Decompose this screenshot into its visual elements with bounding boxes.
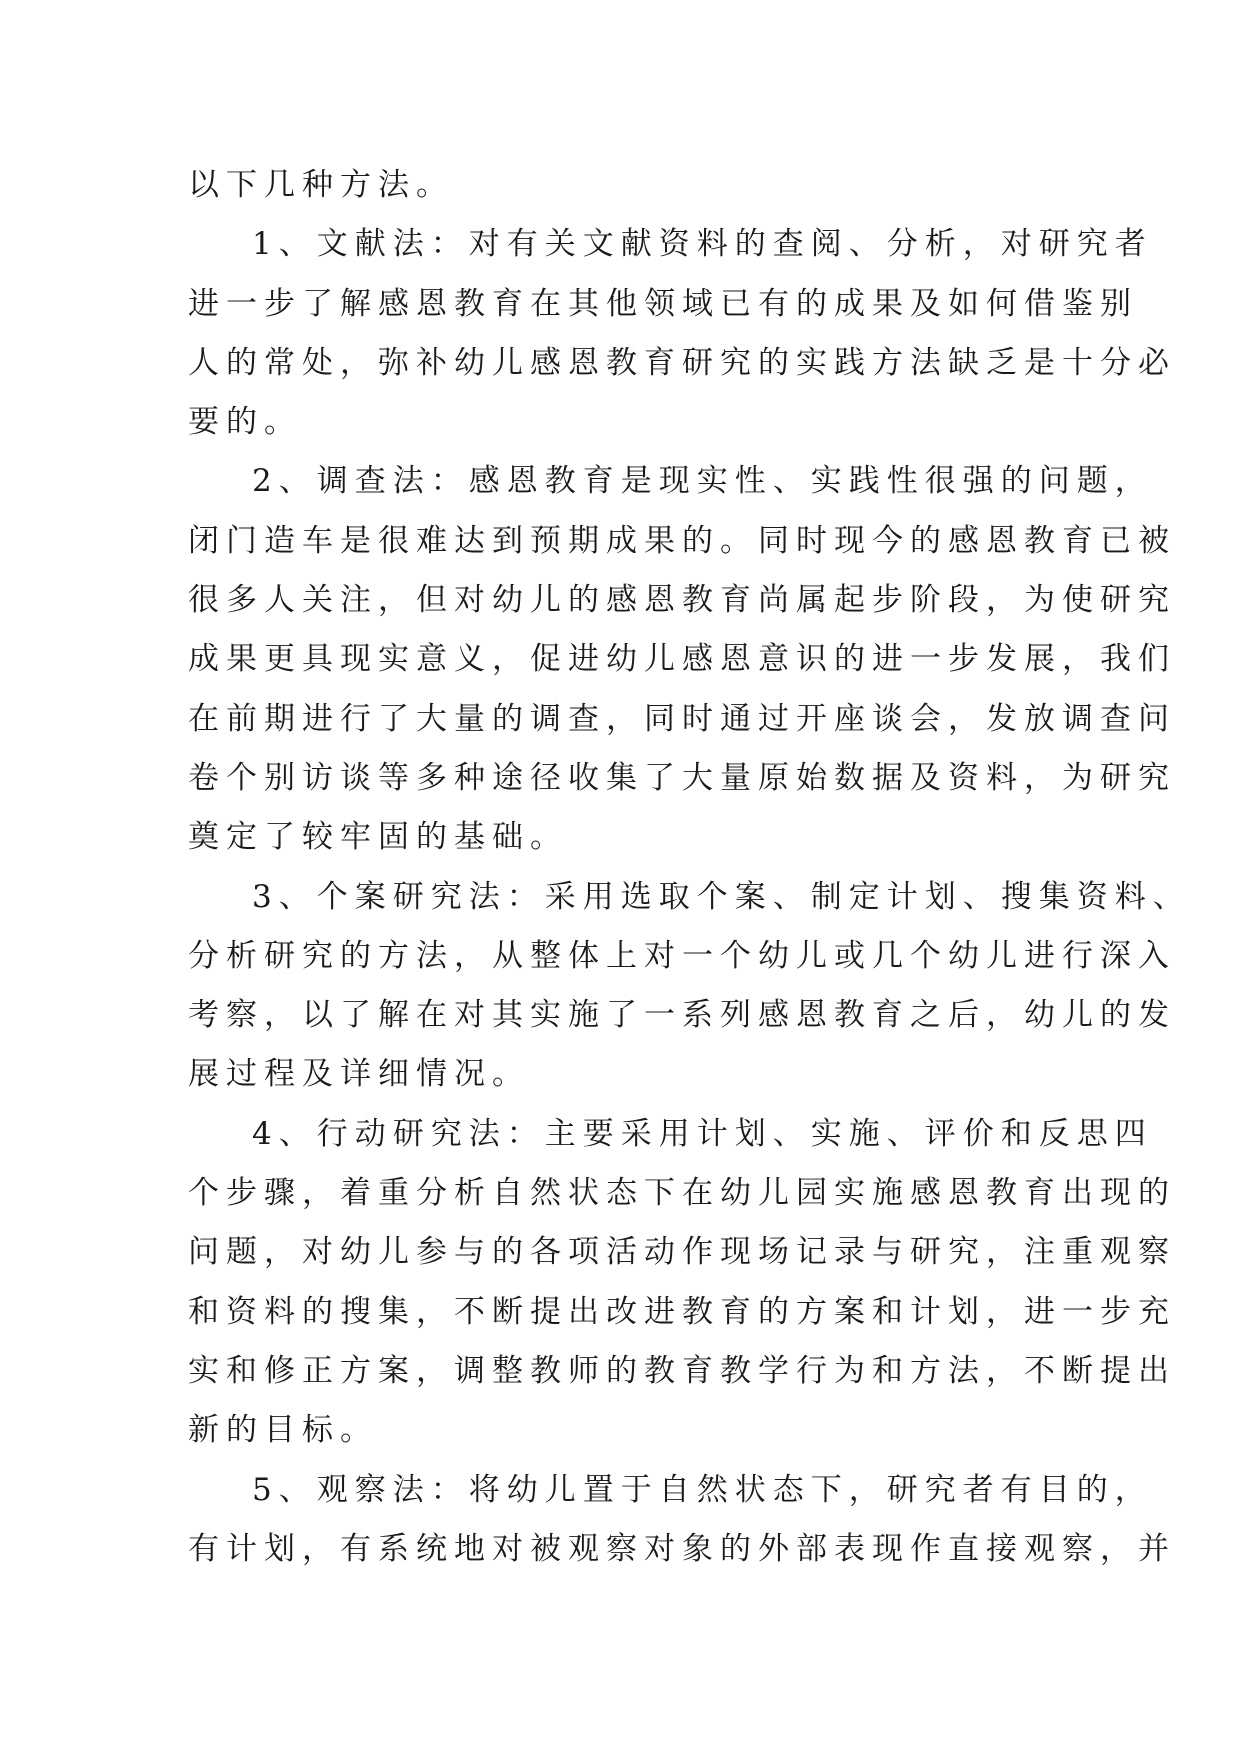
text-line: 人的常处，弥补幼儿感恩教育研究的实践方法缺乏是十分必 xyxy=(188,344,1176,381)
text-line: 奠定了较牢固的基础。 xyxy=(188,819,568,856)
text-line: 以下几种方法。 xyxy=(188,167,454,203)
text-line: 进一步了解感恩教育在其他领域已有的成果及如何借鉴别 xyxy=(188,285,1138,322)
paragraph-start-line: 5、观察法：将幼儿置于自然状态下，研究者有目的， xyxy=(252,1471,1153,1508)
text-line: 和资料的搜集，不断提出改进教育的方案和计划，进一步充 xyxy=(188,1293,1176,1330)
text-line: 卷个别访谈等多种途径收集了大量原始数据及资料，为研究 xyxy=(188,759,1176,796)
paragraph-start-line: 2、调查法：感恩教育是现实性、实践性很强的问题， xyxy=(252,463,1153,500)
paragraph-start-line: 3、个案研究法：采用选取个案、制定计划、搜集资料、 xyxy=(252,878,1191,915)
text-line: 个步骤，着重分析自然状态下在幼儿园实施感恩教育出现的 xyxy=(188,1175,1176,1212)
paragraph-start-line: 4、行动研究法：主要采用计划、实施、评价和反思四 xyxy=(252,1115,1153,1152)
text-line: 新的目标。 xyxy=(188,1412,378,1449)
text-line: 要的。 xyxy=(188,404,302,441)
text-line: 成果更具现实意义，促进幼儿感恩意识的进一步发展，我们 xyxy=(188,641,1176,678)
paragraph-start-line: 1、文献法：对有关文献资料的查阅、分析，对研究者 xyxy=(252,226,1153,263)
body-text xyxy=(188,156,1191,1579)
text-line: 分析研究的方法，从整体上对一个幼儿或几个幼儿进行深入 xyxy=(188,937,1176,974)
text-line: 在前期进行了大量的调查，同时通过开座谈会，发放调查问 xyxy=(188,700,1176,737)
text-line: 展过程及详细情况。 xyxy=(188,1056,530,1093)
text-line: 很多人关注，但对幼儿的感恩教育尚属起步阶段，为使研究 xyxy=(188,582,1176,619)
text-line: 闭门造车是很难达到预期成果的。同时现今的感恩教育已被 xyxy=(188,522,1176,559)
text-line: 实和修正方案，调整教师的教育教学行为和方法，不断提出 xyxy=(188,1352,1176,1389)
text-line: 有计划，有系统地对被观察对象的外部表现作直接观察，并 xyxy=(188,1530,1176,1567)
text-line: 考察，以了解在对其实施了一系列感恩教育之后，幼儿的发 xyxy=(188,997,1176,1034)
text-line: 问题，对幼儿参与的各项活动作现场记录与研究，注重观察 xyxy=(188,1234,1176,1271)
